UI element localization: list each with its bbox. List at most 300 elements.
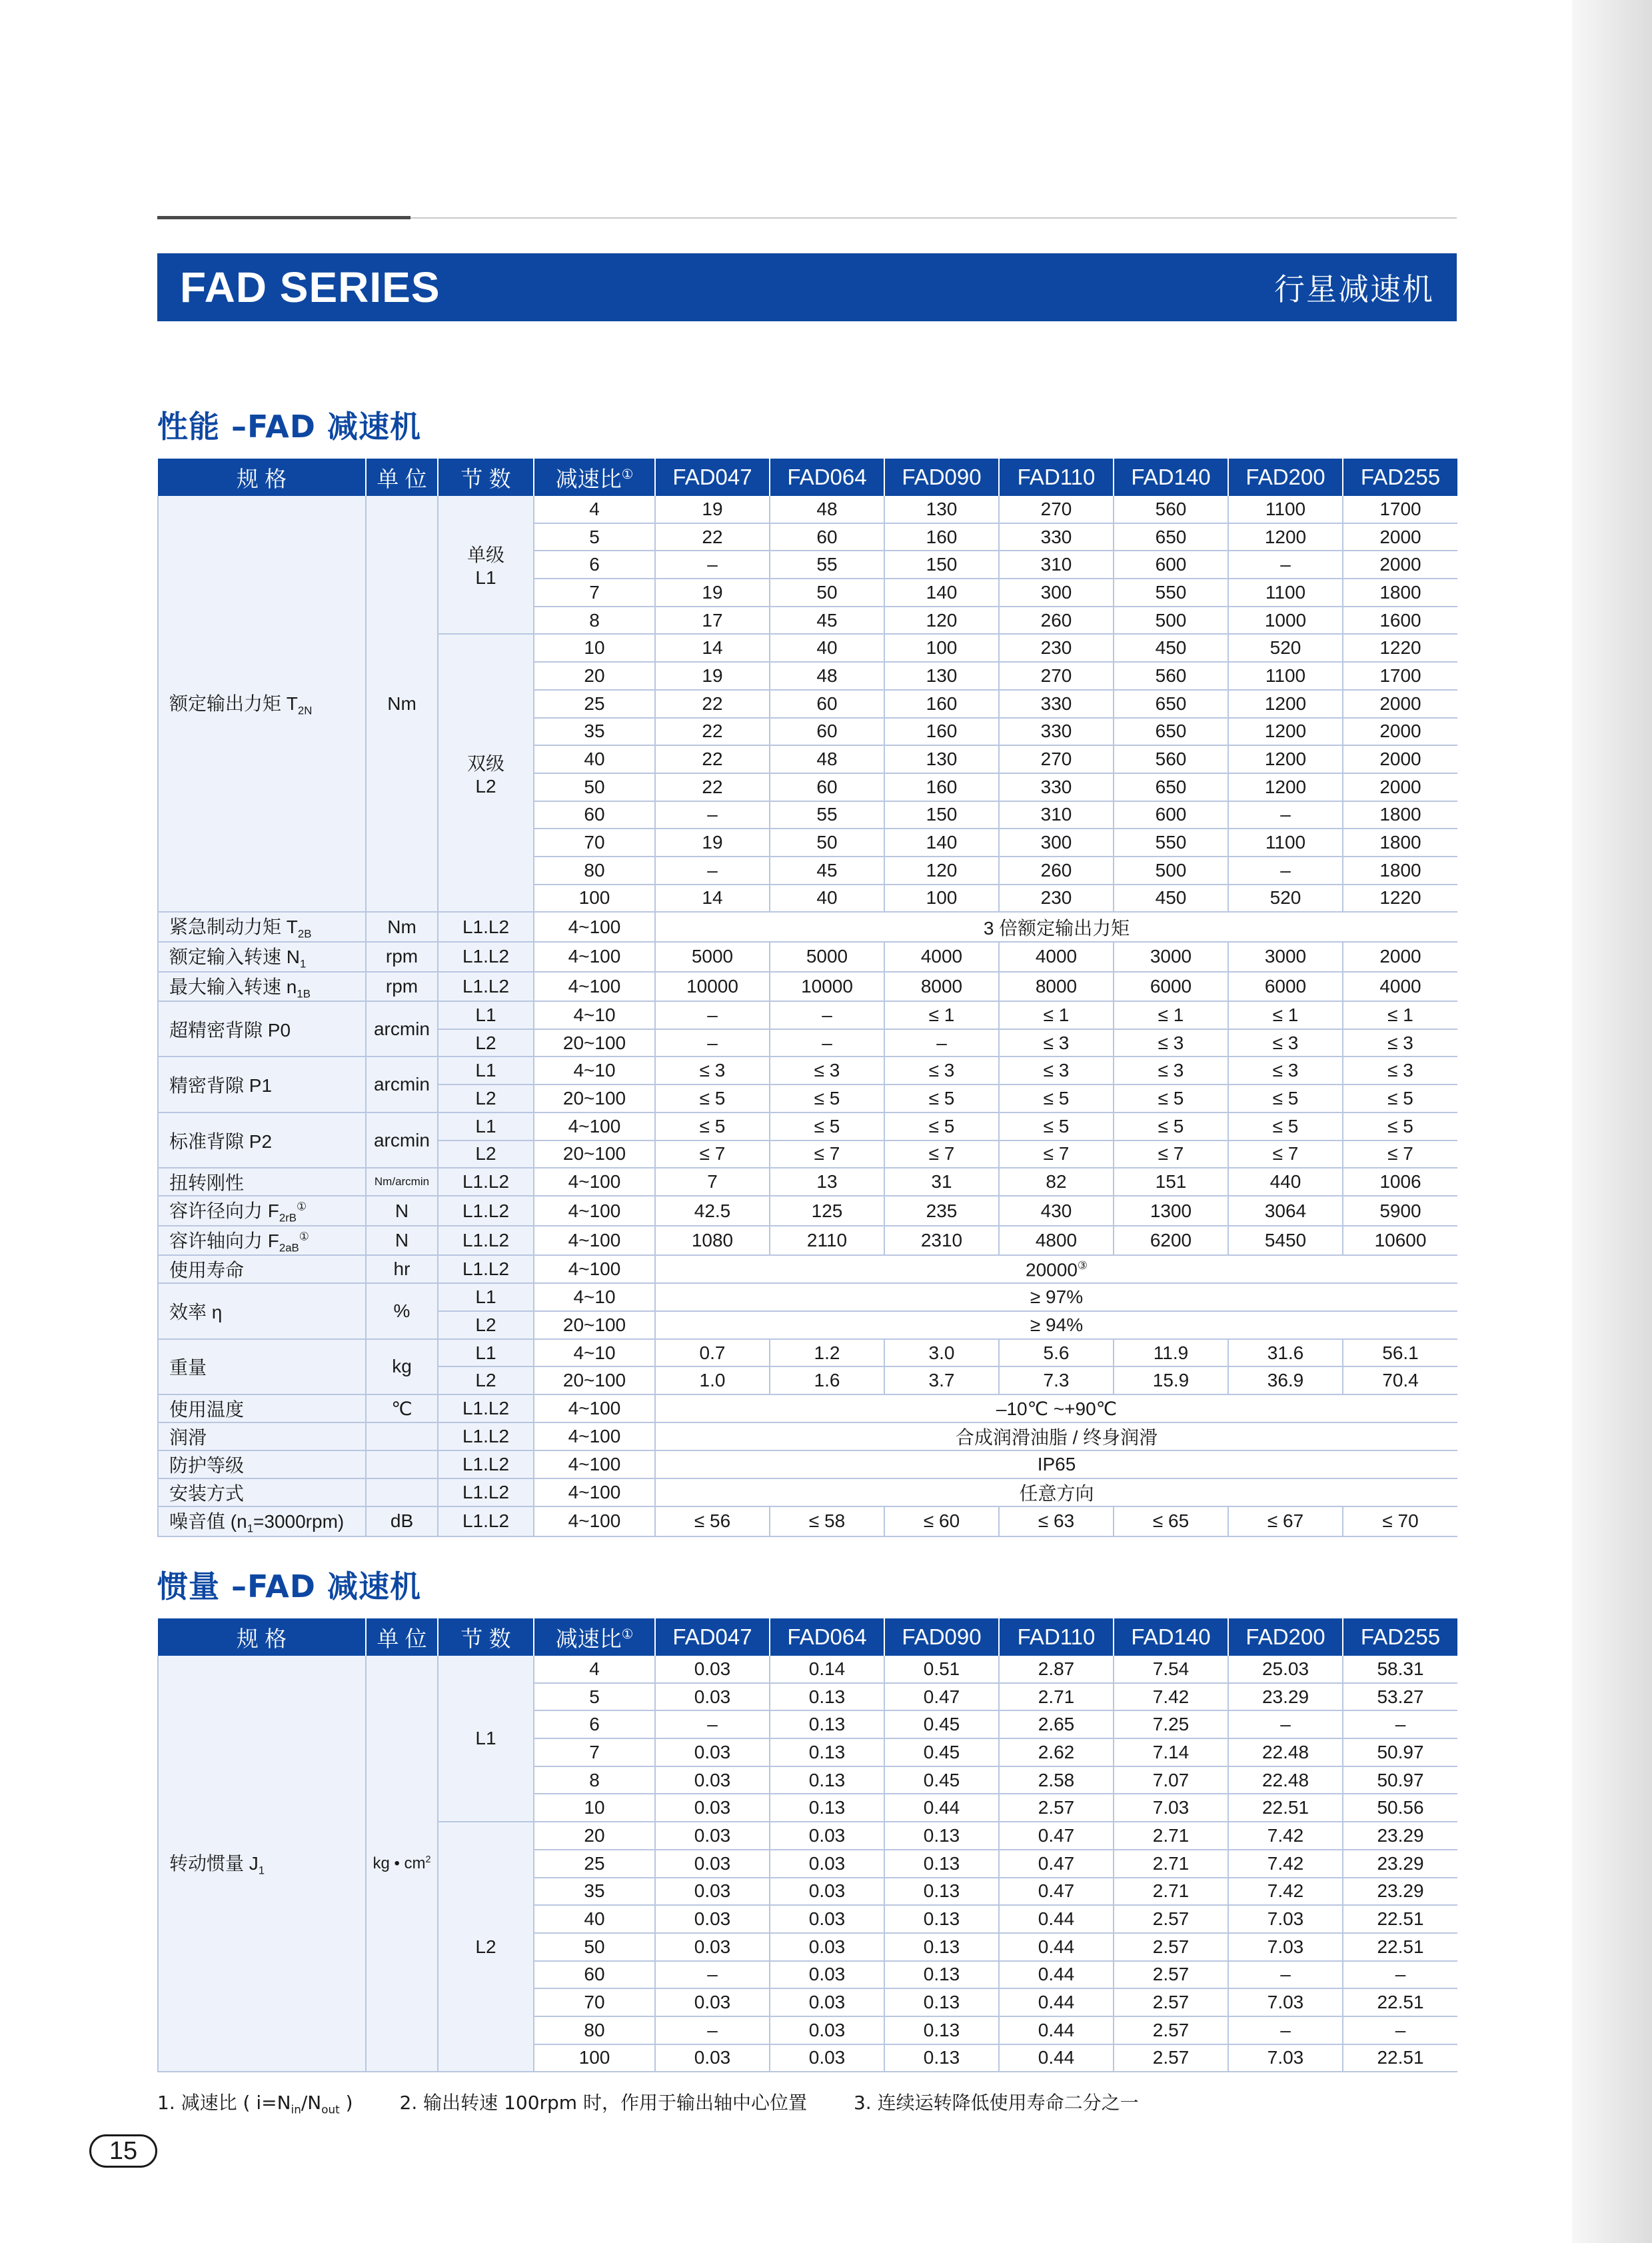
value-cell: 60: [770, 718, 884, 746]
value-cell: 2.57: [999, 1794, 1114, 1822]
value-cell: 2000: [1343, 745, 1457, 773]
value-cell: ≤ 3: [1343, 1057, 1457, 1085]
value-cell: 19: [655, 496, 770, 523]
stage-cell: L2: [438, 1085, 534, 1113]
header-model: FAD200: [1228, 459, 1343, 496]
table-row: [158, 1339, 1457, 1367]
header-model: FAD090: [884, 1618, 999, 1656]
inertia-title: 惯量 –FAD 减速机: [157, 1568, 421, 1604]
table-row: [158, 1226, 1457, 1256]
value-cell: 2000: [1343, 551, 1457, 579]
value-cell: –: [1343, 1961, 1457, 1989]
axial-ratio: 4~100: [534, 1226, 655, 1256]
value-cell: ≤ 63: [999, 1506, 1114, 1536]
max-speed-label: [158, 972, 366, 1002]
value-cell: 1600: [1343, 607, 1457, 635]
header-model: FAD200: [1228, 1618, 1343, 1656]
value-cell: –: [655, 1001, 770, 1029]
stage-double-label: 双级: [466, 753, 504, 774]
ratio-cell: 80: [534, 2016, 655, 2044]
value-cell: 25.03: [1228, 1656, 1343, 1683]
value-cell: 1100: [1228, 579, 1343, 607]
value-cell: 1200: [1228, 690, 1343, 718]
value-cell: 0.13: [884, 2016, 999, 2044]
value-cell: 10000: [770, 972, 884, 1002]
value-cell: ≤ 1: [1228, 1001, 1343, 1029]
ratio-cell: 6: [534, 551, 655, 579]
life-ratio: 4~100: [534, 1255, 655, 1283]
axial-unit: N: [366, 1226, 438, 1256]
stage-double-code: L2: [475, 775, 496, 797]
ratio-cell: 20: [534, 1822, 655, 1850]
value-cell: 450: [1114, 634, 1228, 662]
value-cell: 6200: [1114, 1226, 1228, 1256]
value-cell: –: [655, 857, 770, 885]
protection-stage: L1.L2: [438, 1450, 534, 1478]
value-cell: 1.2: [770, 1339, 884, 1367]
value-cell: 48: [770, 662, 884, 690]
header-model: FAD110: [999, 1618, 1114, 1656]
ratio-cell: 35: [534, 1878, 655, 1906]
footnote-2: 2. 输出转速 100rpm 时，作用于输出轴中心位置: [399, 2092, 807, 2114]
radial-label: [158, 1196, 366, 1226]
table-row: [158, 1478, 1457, 1506]
value-cell: 430: [999, 1196, 1114, 1226]
value-cell: 2110: [770, 1226, 884, 1256]
value-cell: 36.9: [1228, 1366, 1343, 1394]
value-cell: 150: [884, 551, 999, 579]
value-cell: 160: [884, 690, 999, 718]
ratio-cell: 20: [534, 662, 655, 690]
value-cell: 1006: [1343, 1168, 1457, 1196]
value-cell: –: [655, 1029, 770, 1057]
efficiency-value: ≥ 97%: [655, 1283, 1457, 1311]
header-model: FAD064: [770, 1618, 884, 1656]
inertia-stage-l1: L1: [438, 1656, 534, 1822]
noise-unit: dB: [366, 1506, 438, 1536]
input-speed-label-sub: 1: [300, 957, 307, 971]
value-cell: 560: [1114, 496, 1228, 523]
value-cell: –: [770, 1029, 884, 1057]
stage-cell: L2: [438, 1366, 534, 1394]
backlash-p2-label: 标准背隙 P2: [158, 1113, 366, 1168]
input-speed-label: [158, 942, 366, 972]
axial-stage: L1.L2: [438, 1226, 534, 1256]
value-cell: 10000: [655, 972, 770, 1002]
lube-stage: L1.L2: [438, 1422, 534, 1450]
value-cell: 0.13: [770, 1794, 884, 1822]
footnotes: [157, 2088, 1139, 2116]
ratio-cell: 10: [534, 1794, 655, 1822]
emergency-label-text: 紧急制动力矩 T: [169, 917, 298, 938]
value-cell: 7.03: [1114, 1794, 1228, 1822]
value-cell: 440: [1228, 1168, 1343, 1196]
value-cell: ≤ 3: [1114, 1029, 1228, 1057]
torque-label-text: 额定输出力矩 T: [169, 693, 298, 715]
stage-cell: L1: [438, 1113, 534, 1140]
table-row: [158, 912, 1457, 942]
value-cell: 22.48: [1228, 1766, 1343, 1794]
value-cell: 0.03: [655, 1933, 770, 1961]
emergency-unit: Nm: [366, 912, 438, 942]
table-row: [158, 942, 1457, 972]
value-cell: 1700: [1343, 662, 1457, 690]
value-cell: 1100: [1228, 662, 1343, 690]
value-cell: 0.03: [770, 1933, 884, 1961]
emergency-stage: L1.L2: [438, 912, 534, 942]
ratio-cell: 5: [534, 523, 655, 551]
axial-label-sub: 2aB: [279, 1241, 299, 1254]
value-cell: 58.31: [1343, 1656, 1457, 1683]
max-speed-label-sub: 1B: [297, 987, 311, 1001]
value-cell: 125: [770, 1196, 884, 1226]
value-cell: 2.65: [999, 1710, 1114, 1738]
value-cell: ≤ 3: [884, 1057, 999, 1085]
value-cell: 0.44: [999, 2016, 1114, 2044]
temp-ratio: 4~100: [534, 1394, 655, 1422]
mount-stage: L1.L2: [438, 1478, 534, 1506]
value-cell: 5.6: [999, 1339, 1114, 1367]
ratio-cell: 50: [534, 1933, 655, 1961]
value-cell: 1200: [1228, 745, 1343, 773]
value-cell: –: [884, 1029, 999, 1057]
value-cell: 7.03: [1228, 1905, 1343, 1933]
value-cell: 0.7: [655, 1339, 770, 1367]
value-cell: 550: [1114, 829, 1228, 857]
value-cell: 0.03: [770, 1822, 884, 1850]
ratio-cell: 8: [534, 607, 655, 635]
value-cell: 300: [999, 829, 1114, 857]
page-edge-shadow: [1572, 0, 1652, 2243]
value-cell: 53.27: [1343, 1683, 1457, 1711]
value-cell: ≤ 5: [999, 1113, 1114, 1140]
value-cell: 330: [999, 773, 1114, 801]
header-model: FAD140: [1114, 459, 1228, 496]
table-row: [158, 1394, 1457, 1422]
value-cell: 260: [999, 857, 1114, 885]
ratio-cell: 7: [534, 579, 655, 607]
radial-label-text: 容许径向力 F: [169, 1200, 279, 1222]
value-cell: 7.3: [999, 1366, 1114, 1394]
value-cell: 0.03: [770, 2016, 884, 2044]
header-spec: 规 格: [158, 459, 366, 496]
header-ratio-note: ①: [621, 467, 634, 482]
value-cell: 100: [884, 634, 999, 662]
backlash-p1-label: 精密背隙 P1: [158, 1057, 366, 1112]
max-speed-stage: L1.L2: [438, 972, 534, 1002]
value-cell: 100: [884, 885, 999, 913]
header-ratio-label: 减速比: [555, 466, 622, 491]
value-cell: 50: [770, 829, 884, 857]
value-cell: ≤ 1: [1114, 1001, 1228, 1029]
value-cell: ≤ 5: [1114, 1113, 1228, 1140]
ratio-cell: 40: [534, 1905, 655, 1933]
value-cell: 22: [655, 745, 770, 773]
value-cell: 5900: [1343, 1196, 1457, 1226]
value-cell: 19: [655, 579, 770, 607]
value-cell: 2.71: [1114, 1822, 1228, 1850]
footnote-1-sub-in: in: [291, 2102, 301, 2116]
radial-unit: N: [366, 1196, 438, 1226]
value-cell: 0.03: [655, 1905, 770, 1933]
value-cell: 2000: [1343, 690, 1457, 718]
value-cell: 23.29: [1343, 1850, 1457, 1878]
torque-label-sub: 2N: [297, 704, 313, 717]
value-cell: 520: [1228, 634, 1343, 662]
backlash-p2-unit: arcmin: [366, 1113, 438, 1168]
value-cell: 330: [999, 523, 1114, 551]
value-cell: 40: [770, 634, 884, 662]
value-cell: 7.42: [1228, 1822, 1343, 1850]
value-cell: 3.7: [884, 1366, 999, 1394]
temp-stage: L1.L2: [438, 1394, 534, 1422]
value-cell: 7.42: [1228, 1878, 1343, 1906]
table-row: [158, 1283, 1457, 1311]
value-cell: ≤ 5: [655, 1113, 770, 1140]
value-cell: –: [770, 1001, 884, 1029]
value-cell: 55: [770, 551, 884, 579]
table-row: [158, 1001, 1457, 1029]
ratio-cell: 20~100: [534, 1311, 655, 1339]
value-cell: –: [655, 551, 770, 579]
value-cell: 650: [1114, 773, 1228, 801]
value-cell: 5000: [655, 942, 770, 972]
value-cell: –: [655, 2016, 770, 2044]
value-cell: 50: [770, 579, 884, 607]
value-cell: 1.6: [770, 1366, 884, 1394]
value-cell: 2.87: [999, 1656, 1114, 1683]
value-cell: 0.13: [884, 2044, 999, 2072]
value-cell: 550: [1114, 579, 1228, 607]
table-row: [158, 1168, 1457, 1196]
table-row: [158, 1057, 1457, 1085]
value-cell: 31: [884, 1168, 999, 1196]
value-cell: ≤ 60: [884, 1506, 999, 1536]
value-cell: 0.03: [655, 1683, 770, 1711]
inertia-body: [158, 1656, 1457, 2072]
ratio-cell: 50: [534, 773, 655, 801]
value-cell: 6000: [1114, 972, 1228, 1002]
value-cell: 650: [1114, 523, 1228, 551]
value-cell: ≤ 5: [1228, 1113, 1343, 1140]
value-cell: 235: [884, 1196, 999, 1226]
value-cell: 0.47: [999, 1822, 1114, 1850]
ratio-cell: 20~100: [534, 1140, 655, 1168]
weight-unit: kg: [366, 1339, 438, 1394]
value-cell: 1800: [1343, 801, 1457, 829]
value-cell: 45: [770, 607, 884, 635]
header-model: FAD255: [1343, 1618, 1457, 1656]
max-speed-ratio: 4~100: [534, 972, 655, 1002]
value-cell: ≤ 70: [1343, 1506, 1457, 1536]
footnote-1-slash: /N: [301, 2092, 322, 2114]
value-cell: 7.03: [1228, 1933, 1343, 1961]
stiffness-ratio: 4~100: [534, 1168, 655, 1196]
value-cell: ≤ 1: [1343, 1001, 1457, 1029]
value-cell: 3064: [1228, 1196, 1343, 1226]
ratio-cell: 4~10: [534, 1057, 655, 1085]
value-cell: 22: [655, 690, 770, 718]
value-cell: 50.56: [1343, 1794, 1457, 1822]
value-cell: 8000: [999, 972, 1114, 1002]
radial-label-sub: 2rB: [279, 1211, 297, 1224]
value-cell: 48: [770, 496, 884, 523]
value-cell: 7.42: [1114, 1683, 1228, 1711]
value-cell: 0.47: [999, 1878, 1114, 1906]
value-cell: 0.45: [884, 1710, 999, 1738]
value-cell: 50.97: [1343, 1738, 1457, 1766]
value-cell: 150: [884, 801, 999, 829]
header-model: FAD255: [1343, 459, 1457, 496]
value-cell: 1300: [1114, 1196, 1228, 1226]
lube-value: 合成润滑油脂 / 终身润滑: [655, 1422, 1457, 1450]
table-row: [158, 1656, 1457, 1683]
value-cell: 5000: [770, 942, 884, 972]
value-cell: 0.47: [884, 1683, 999, 1711]
ratio-cell: 4~10: [534, 1001, 655, 1029]
value-cell: 0.13: [884, 1822, 999, 1850]
value-cell: 7.42: [1228, 1850, 1343, 1878]
value-cell: ≤ 3: [1228, 1029, 1343, 1057]
stage-cell: L1: [438, 1001, 534, 1029]
radial-label-note: ①: [297, 1200, 307, 1213]
value-cell: ≤ 7: [1343, 1140, 1457, 1168]
mount-value: 任意方向: [655, 1478, 1457, 1506]
value-cell: ≤ 5: [1114, 1085, 1228, 1113]
value-cell: 10600: [1343, 1226, 1457, 1256]
stage-cell: L1: [438, 1339, 534, 1367]
value-cell: 11.9: [1114, 1339, 1228, 1367]
value-cell: 1220: [1343, 885, 1457, 913]
value-cell: 19: [655, 662, 770, 690]
value-cell: 120: [884, 607, 999, 635]
value-cell: –: [1228, 801, 1343, 829]
value-cell: –: [655, 801, 770, 829]
value-cell: 13: [770, 1168, 884, 1196]
value-cell: 2.62: [999, 1738, 1114, 1766]
value-cell: 0.45: [884, 1738, 999, 1766]
mount-unit: [366, 1478, 438, 1506]
value-cell: ≤ 3: [655, 1057, 770, 1085]
value-cell: 2.71: [1114, 1878, 1228, 1906]
input-speed-ratio: 4~100: [534, 942, 655, 972]
ratio-cell: 20~100: [534, 1085, 655, 1113]
value-cell: 600: [1114, 551, 1228, 579]
value-cell: –: [655, 1961, 770, 1989]
value-cell: 0.03: [655, 1766, 770, 1794]
value-cell: 6000: [1228, 972, 1343, 1002]
value-cell: 330: [999, 718, 1114, 746]
value-cell: 310: [999, 801, 1114, 829]
value-cell: 0.13: [770, 1683, 884, 1711]
value-cell: 7.03: [1228, 2044, 1343, 2072]
inertia-table: [157, 1618, 1457, 2072]
value-cell: 0.44: [999, 1988, 1114, 2016]
axial-label: [158, 1226, 366, 1256]
value-cell: 22: [655, 773, 770, 801]
value-cell: 82: [999, 1168, 1114, 1196]
emergency-value: 3 倍额定输出力矩: [655, 912, 1457, 942]
value-cell: 23.29: [1228, 1683, 1343, 1711]
footnote-3: 3. 连续运转降低使用寿命二分之一: [853, 2092, 1139, 2114]
performance-body: [158, 496, 1457, 1536]
top-rule-light: [411, 217, 1457, 219]
value-cell: 22.51: [1343, 2044, 1457, 2072]
value-cell: 2000: [1343, 718, 1457, 746]
header-model: FAD064: [770, 459, 884, 496]
inertia-label: [158, 1656, 366, 2072]
noise-ratio: 4~100: [534, 1506, 655, 1536]
value-cell: 22.51: [1343, 1905, 1457, 1933]
footnote-1-close: ): [339, 2092, 353, 2114]
inertia-label-sub: 1: [258, 1864, 265, 1877]
table-row: [158, 1450, 1457, 1478]
torque-stage-single: [438, 496, 534, 634]
value-cell: –: [1228, 2016, 1343, 2044]
header-model: FAD047: [655, 459, 770, 496]
value-cell: 0.03: [770, 1850, 884, 1878]
value-cell: 70.4: [1343, 1366, 1457, 1394]
value-cell: 17: [655, 607, 770, 635]
value-cell: 310: [999, 551, 1114, 579]
value-cell: 1.0: [655, 1366, 770, 1394]
value-cell: 0.44: [999, 2044, 1114, 2072]
value-cell: –: [1228, 1710, 1343, 1738]
value-cell: 520: [1228, 885, 1343, 913]
value-cell: 1220: [1343, 634, 1457, 662]
value-cell: 0.44: [999, 1933, 1114, 1961]
value-cell: 0.03: [655, 2044, 770, 2072]
table-row: [158, 972, 1457, 1002]
value-cell: 0.03: [770, 1988, 884, 2016]
value-cell: 2000: [1343, 773, 1457, 801]
value-cell: 14: [655, 885, 770, 913]
value-cell: 19: [655, 829, 770, 857]
value-cell: ≤ 5: [884, 1113, 999, 1140]
value-cell: 42.5: [655, 1196, 770, 1226]
efficiency-value: ≥ 94%: [655, 1311, 1457, 1339]
value-cell: 270: [999, 745, 1114, 773]
ratio-cell: 35: [534, 718, 655, 746]
value-cell: 2.57: [1114, 1988, 1228, 2016]
table-row: [158, 496, 1457, 523]
series-title: FAD SERIES: [180, 263, 440, 311]
value-cell: 7.14: [1114, 1738, 1228, 1766]
value-cell: ≤ 3: [999, 1029, 1114, 1057]
value-cell: 48: [770, 745, 884, 773]
noise-label-end: =3000rpm): [253, 1511, 345, 1532]
value-cell: 0.13: [770, 1766, 884, 1794]
header-ratio: [534, 1618, 655, 1656]
radial-ratio: 4~100: [534, 1196, 655, 1226]
noise-label-sub: 1: [247, 1522, 254, 1535]
stiffness-label: 扭转刚性: [158, 1168, 366, 1196]
value-cell: 2.57: [1114, 2016, 1228, 2044]
value-cell: 0.13: [884, 1905, 999, 1933]
value-cell: 0.44: [999, 1961, 1114, 1989]
value-cell: 0.03: [770, 2044, 884, 2072]
value-cell: ≤ 3: [1343, 1029, 1457, 1057]
inertia-stage-l2: L2: [438, 1822, 534, 2072]
max-speed-unit: rpm: [366, 972, 438, 1002]
page-number: 15: [89, 2134, 157, 2168]
value-cell: 5450: [1228, 1226, 1343, 1256]
ratio-cell: 100: [534, 2044, 655, 2072]
value-cell: ≤ 7: [1228, 1140, 1343, 1168]
axial-label-text: 容许轴向力 F: [169, 1230, 279, 1251]
ratio-cell: 10: [534, 634, 655, 662]
value-cell: 1100: [1228, 496, 1343, 523]
